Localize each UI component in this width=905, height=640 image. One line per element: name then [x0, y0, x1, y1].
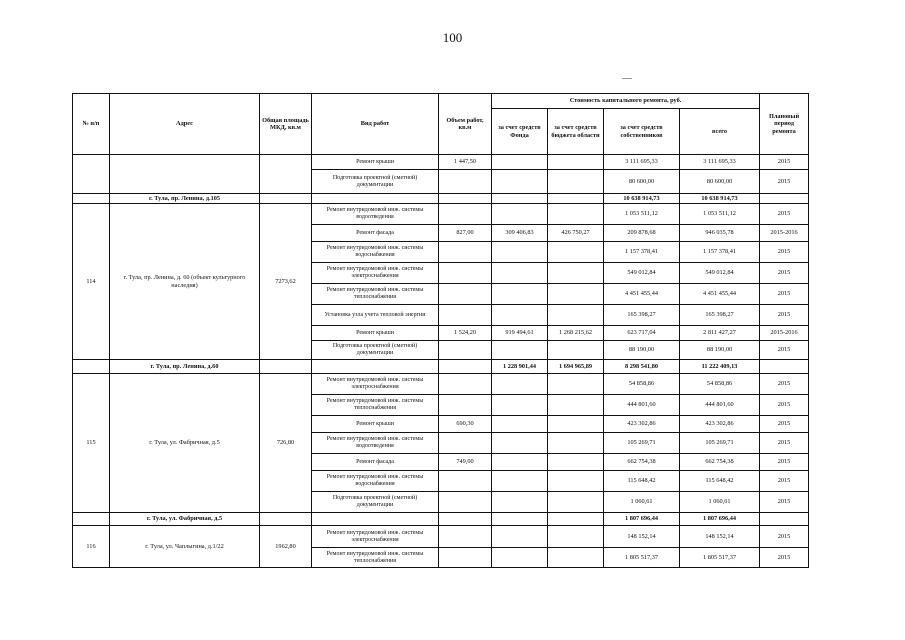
fund-cell [492, 526, 548, 548]
regional-cell: 426 750,27 [548, 225, 604, 242]
total-cell: 10 638 914,73 [680, 194, 760, 204]
volume-cell [439, 284, 492, 305]
fund-cell: 309 406,83 [492, 225, 548, 242]
volume-cell [439, 548, 492, 568]
period-cell: 2015 [760, 242, 809, 263]
total-cell: 3 111 695,33 [680, 155, 760, 170]
total-cell: 148 152,14 [680, 526, 760, 548]
work-cell: Ремонт внутридомовой инж. системы электроснабжения [312, 374, 439, 395]
work-cell: Ремонт внутридомовой инж. системы электроснабжения [312, 263, 439, 284]
owners-cell: 54 858,86 [604, 374, 680, 395]
owners-cell: 80 600,00 [604, 170, 680, 194]
period-cell: 2015 [760, 548, 809, 568]
work-cell [312, 194, 439, 204]
regional-cell [548, 284, 604, 305]
fund-cell [492, 395, 548, 416]
page-number: 100 [442, 30, 463, 45]
divider [622, 78, 632, 79]
work-cell: Ремонт внутридомовой инж. системы водоотведения [312, 433, 439, 454]
table-row [73, 155, 809, 170]
regional-cell: 1 268 215,62 [548, 326, 604, 341]
fund-cell [492, 374, 548, 395]
area-cell: 7273,62 [260, 204, 312, 360]
owners-cell: 549 012,84 [604, 263, 680, 284]
period-cell: 2015 [760, 284, 809, 305]
period-cell: 2015 [760, 263, 809, 284]
fund-cell [492, 284, 548, 305]
regional-cell [548, 305, 604, 326]
period-cell: 2015 [760, 433, 809, 454]
total-cell: 662 754,38 [680, 454, 760, 471]
header-period: Плановый период ремонта [760, 94, 809, 155]
total-cell: 4 451 455,44 [680, 284, 760, 305]
regional-cell [548, 242, 604, 263]
regional-cell [548, 341, 604, 360]
owners-cell: 1 157 378,41 [604, 242, 680, 263]
volume-cell: 827,00 [439, 225, 492, 242]
total-cell: 2 811 427,27 [680, 326, 760, 341]
work-cell: Подготовка проектной (сметной) документации [312, 492, 439, 513]
header-regional: за счет средств бюджета области [548, 109, 604, 155]
address-cell: г. Тула, ул. Фабричная, д.5 [110, 374, 260, 513]
period-cell: 2015 [760, 155, 809, 170]
work-cell: Подготовка проектной (сметной) документации [312, 170, 439, 194]
regional-cell [548, 395, 604, 416]
address-cell: г. Тула, ул. Чаплыгина, д.1/22 [110, 526, 260, 568]
work-cell: Ремонт фасада [312, 225, 439, 242]
work-cell: Ремонт внутридомовой инж. системы теплоснабжения [312, 284, 439, 305]
owners-cell: 88 190,00 [604, 341, 680, 360]
period-cell: 2015 [760, 454, 809, 471]
owners-cell: 3 111 695,33 [604, 155, 680, 170]
fund-cell [492, 513, 548, 526]
total-cell: 946 035,78 [680, 225, 760, 242]
owners-cell: 105 269,71 [604, 433, 680, 454]
period-cell [760, 360, 809, 374]
regional-cell [548, 526, 604, 548]
volume-cell: 1 447,50 [439, 155, 492, 170]
volume-cell [439, 194, 492, 204]
owners-cell: 8 298 541,80 [604, 360, 680, 374]
work-cell: Ремонт крыши [312, 155, 439, 170]
header-address: Адрес [110, 94, 260, 155]
owners-cell: 4 451 455,44 [604, 284, 680, 305]
fund-cell [492, 341, 548, 360]
address-cell [110, 155, 260, 194]
owners-cell: 148 152,14 [604, 526, 680, 548]
work-cell: Установка узла учета тепловой энергии [312, 305, 439, 326]
regional-cell [548, 454, 604, 471]
subtotal-row [73, 513, 809, 526]
work-cell: Ремонт внутридомовой инж. системы водоснабжения [312, 471, 439, 492]
fund-cell [492, 155, 548, 170]
num-cell: 114 [73, 204, 110, 360]
header-total: всего [680, 109, 760, 155]
total-cell: 1 157 378,41 [680, 242, 760, 263]
volume-cell [439, 433, 492, 454]
table-row [73, 374, 809, 395]
period-cell: 2015 [760, 416, 809, 433]
volume-cell: 690,30 [439, 416, 492, 433]
period-cell [760, 513, 809, 526]
num-cell [73, 194, 110, 204]
subtotal-label: г. Тула, пр. Ленина, д.60 [110, 360, 260, 374]
volume-cell [439, 242, 492, 263]
period-cell [760, 194, 809, 204]
header-fund: за счет средств Фонда [492, 109, 548, 155]
work-cell: Ремонт крыши [312, 416, 439, 433]
volume-cell [439, 204, 492, 225]
fund-cell [492, 416, 548, 433]
owners-cell: 1 053 511,12 [604, 204, 680, 225]
volume-cell [439, 170, 492, 194]
fund-cell [492, 471, 548, 492]
num-cell: 115 [73, 374, 110, 513]
fund-cell: 919 494,61 [492, 326, 548, 341]
total-cell: 165 398,27 [680, 305, 760, 326]
period-cell: 2015 [760, 341, 809, 360]
num-cell [73, 360, 110, 374]
total-cell: 444 801,60 [680, 395, 760, 416]
work-cell [312, 360, 439, 374]
volume-cell [439, 471, 492, 492]
period-cell: 2015 [760, 492, 809, 513]
work-cell: Ремонт внутридомовой инж. системы водоотведения [312, 204, 439, 225]
volume-cell [439, 360, 492, 374]
work-cell: Подготовка проектной (сметной) документации [312, 341, 439, 360]
table-row [73, 204, 809, 225]
num-cell [73, 513, 110, 526]
regional-cell [548, 416, 604, 433]
header-owners: за счет средств собственников [604, 109, 680, 155]
period-cell: 2015-2016 [760, 326, 809, 341]
area-cell [260, 194, 312, 204]
fund-cell [492, 204, 548, 225]
volume-cell [439, 341, 492, 360]
total-cell: 115 648,42 [680, 471, 760, 492]
fund-cell [492, 170, 548, 194]
work-cell: Ремонт внутридомовой инж. системы теплоснабжения [312, 548, 439, 568]
area-cell [260, 360, 312, 374]
total-cell: 54 858,86 [680, 374, 760, 395]
fund-cell: 1 228 901,44 [492, 360, 548, 374]
fund-cell [492, 305, 548, 326]
total-cell: 1 805 517,37 [680, 548, 760, 568]
work-cell [312, 513, 439, 526]
owners-cell: 1 805 517,37 [604, 548, 680, 568]
total-cell: 423 302,86 [680, 416, 760, 433]
num-cell [73, 155, 110, 194]
table-row [73, 526, 809, 548]
period-cell: 2015 [760, 471, 809, 492]
total-cell: 1 060,61 [680, 492, 760, 513]
owners-cell: 165 398,27 [604, 305, 680, 326]
area-cell: 726,80 [260, 374, 312, 513]
period-cell: 2015 [760, 526, 809, 548]
owners-cell: 209 878,68 [604, 225, 680, 242]
total-cell: 88 190,00 [680, 341, 760, 360]
volume-cell [439, 492, 492, 513]
header-work-type: Вид работ [312, 94, 439, 155]
volume-cell [439, 513, 492, 526]
regional-cell [548, 513, 604, 526]
owners-cell: 423 302,86 [604, 416, 680, 433]
regional-cell [548, 471, 604, 492]
subtotal-label: г. Тула, ул. Фабричная, д.5 [110, 513, 260, 526]
regional-cell [548, 155, 604, 170]
owners-cell: 623 717,04 [604, 326, 680, 341]
fund-cell [492, 433, 548, 454]
subtotal-label: г. Тула, пр. Ленина, д.105 [110, 194, 260, 204]
period-cell: 2015-2016 [760, 225, 809, 242]
num-cell: 116 [73, 526, 110, 568]
period-cell: 2015 [760, 305, 809, 326]
regional-cell [548, 492, 604, 513]
regional-cell [548, 433, 604, 454]
owners-cell: 1 807 696,44 [604, 513, 680, 526]
fund-cell [492, 242, 548, 263]
period-cell: 2015 [760, 395, 809, 416]
volume-cell [439, 526, 492, 548]
owners-cell: 10 638 914,73 [604, 194, 680, 204]
volume-cell [439, 263, 492, 284]
regional-cell [548, 170, 604, 194]
period-cell: 2015 [760, 170, 809, 194]
area-cell [260, 155, 312, 194]
owners-cell: 444 801,60 [604, 395, 680, 416]
total-cell: 1 053 511,12 [680, 204, 760, 225]
work-cell: Ремонт внутридомовой инж. системы водоснабжения [312, 242, 439, 263]
work-cell: Ремонт внутридомовой инж. системы электроснабжения [312, 526, 439, 548]
period-cell: 2015 [760, 204, 809, 225]
total-cell: 549 012,84 [680, 263, 760, 284]
regional-cell [548, 548, 604, 568]
table-header [73, 94, 809, 155]
total-cell: 105 269,71 [680, 433, 760, 454]
fund-cell [492, 492, 548, 513]
regional-cell [548, 194, 604, 204]
total-cell: 11 222 409,13 [680, 360, 760, 374]
header-volume: Объем работ, кв.м [439, 94, 492, 155]
address-cell: г. Тула, пр. Ленина, д. 60 (объект культурного наследия) [110, 204, 260, 360]
volume-cell [439, 374, 492, 395]
fund-cell [492, 454, 548, 471]
owners-cell: 662 754,38 [604, 454, 680, 471]
volume-cell [439, 395, 492, 416]
regional-cell [548, 263, 604, 284]
period-cell: 2015 [760, 374, 809, 395]
work-cell: Ремонт внутридомовой инж. системы теплоснабжения [312, 395, 439, 416]
volume-cell: 1 524,20 [439, 326, 492, 341]
work-cell: Ремонт крыши [312, 326, 439, 341]
subtotal-row [73, 360, 809, 374]
total-cell: 80 600,00 [680, 170, 760, 194]
header-cost-group: Стоимость капитального ремонта, руб. [492, 94, 760, 109]
header-area: Общая площадь МКД, кв.м [260, 94, 312, 155]
fund-cell [492, 548, 548, 568]
owners-cell: 1 060,61 [604, 492, 680, 513]
header-num: № п/п [73, 94, 110, 155]
total-cell: 1 807 696,44 [680, 513, 760, 526]
subtotal-row [73, 194, 809, 204]
regional-cell [548, 204, 604, 225]
volume-cell: 749,00 [439, 454, 492, 471]
work-cell: Ремонт фасада [312, 454, 439, 471]
capital-repair-table [72, 93, 809, 568]
owners-cell: 115 648,42 [604, 471, 680, 492]
table-body [73, 155, 809, 568]
regional-cell [548, 374, 604, 395]
regional-cell: 1 694 965,89 [548, 360, 604, 374]
area-cell [260, 513, 312, 526]
fund-cell [492, 194, 548, 204]
volume-cell [439, 305, 492, 326]
fund-cell [492, 263, 548, 284]
area-cell: 1962,80 [260, 526, 312, 568]
